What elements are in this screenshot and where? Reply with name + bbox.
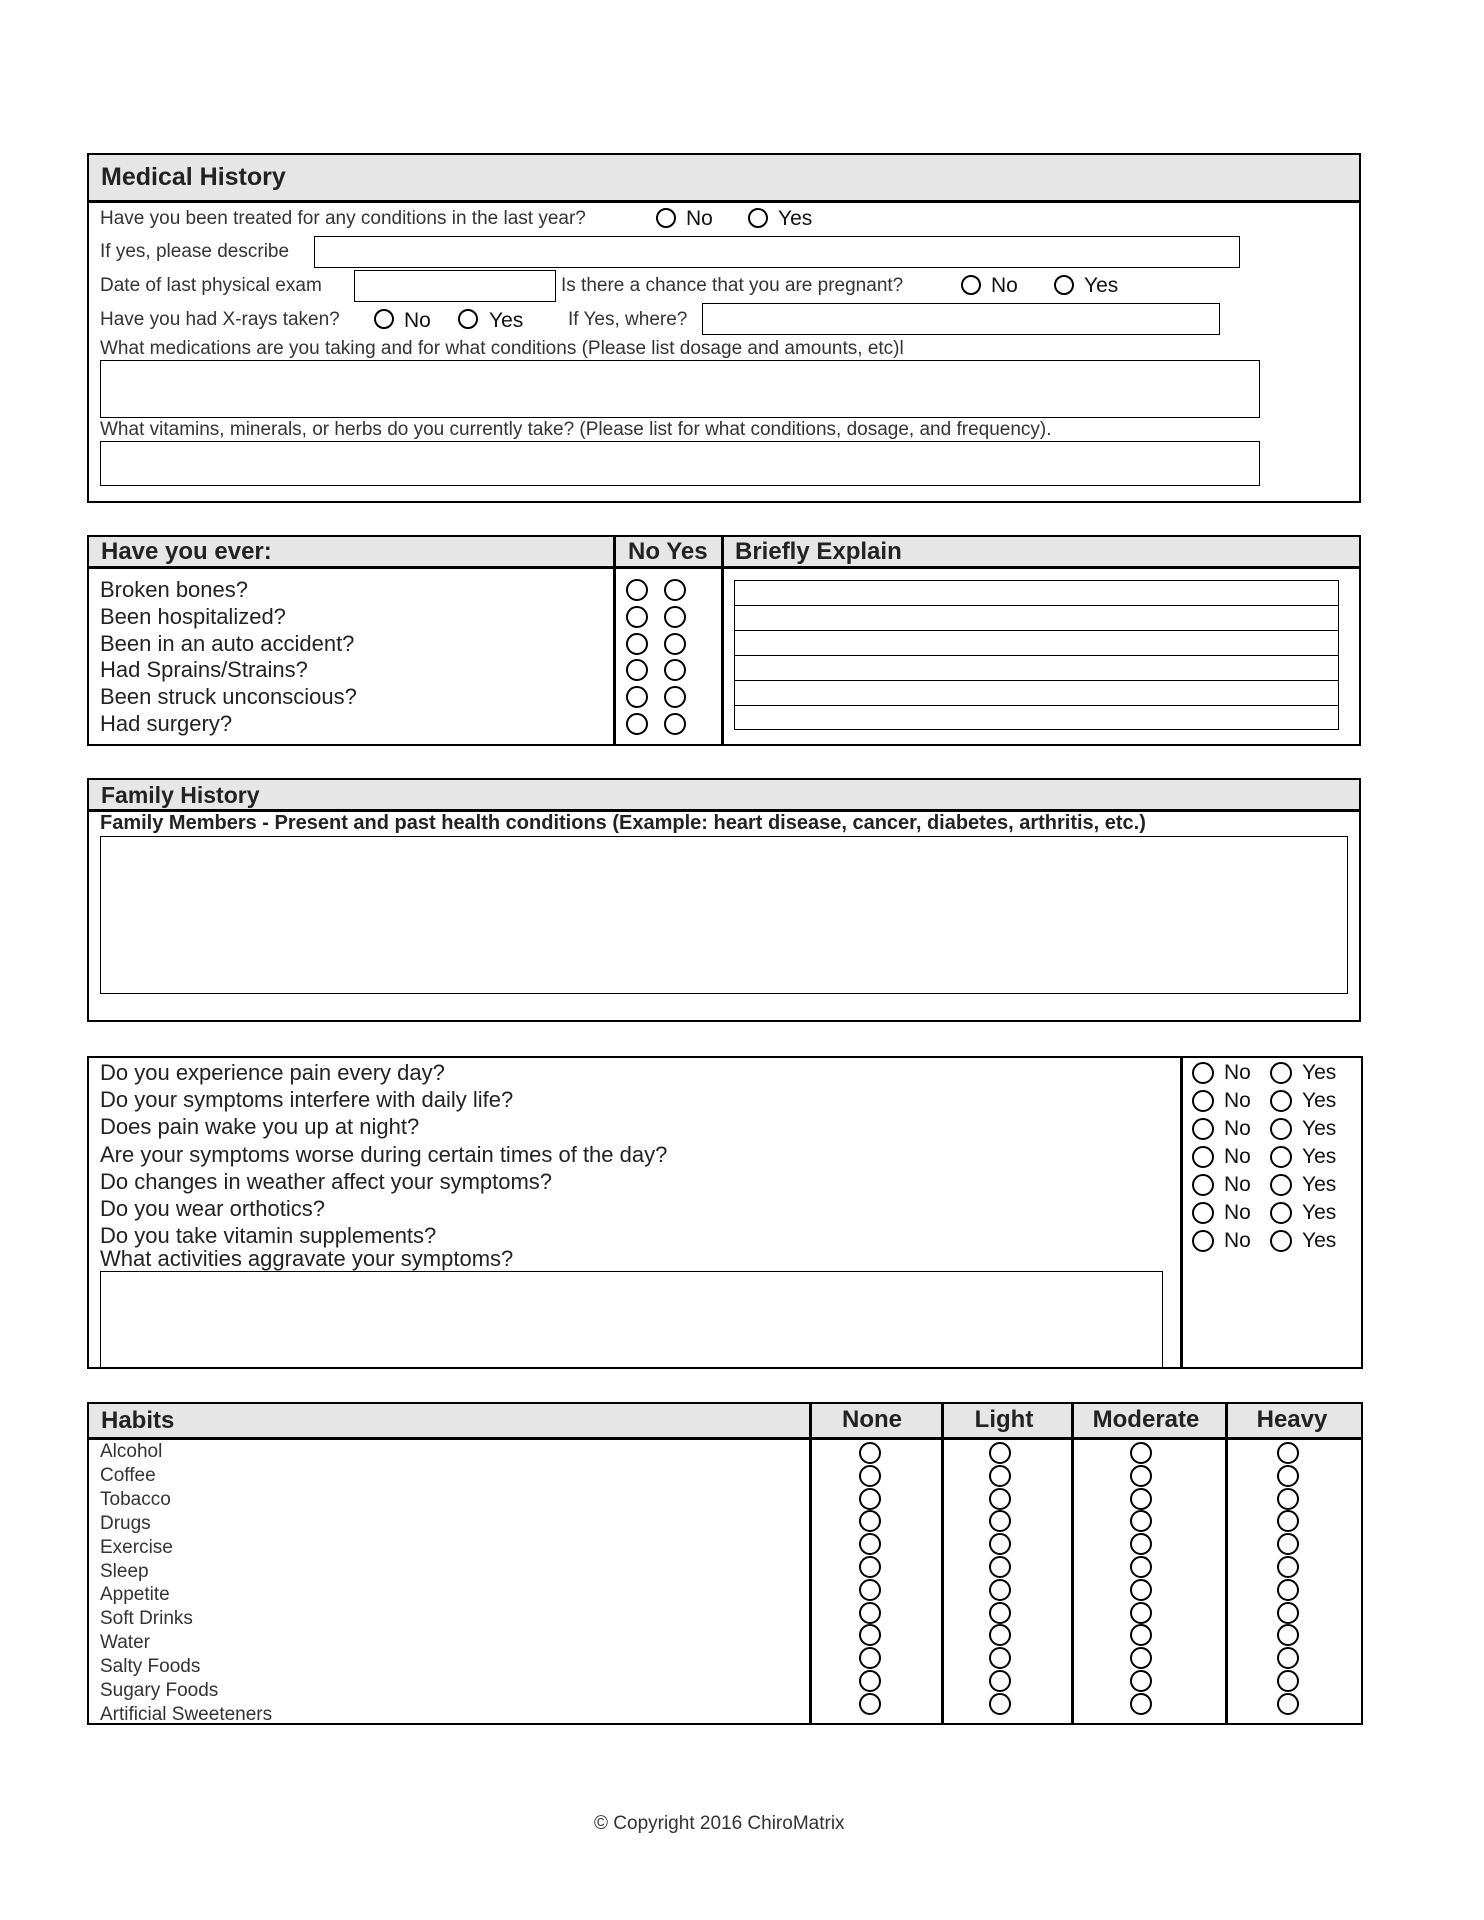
- habit-item: Sugary Foods: [100, 1680, 219, 1701]
- have-you-ever-item: Had surgery?: [100, 711, 233, 736]
- habit-item: Drugs: [100, 1512, 151, 1534]
- symptom-no-label: No: [1224, 1061, 1251, 1084]
- symptom-yes-radio[interactable]: [1270, 1202, 1292, 1224]
- habit-heavy-radio[interactable]: [1277, 1693, 1299, 1715]
- briefly-explain-header: Briefly Explain: [735, 538, 902, 565]
- symptom-question: Do you take vitamin supplements?: [100, 1223, 437, 1249]
- explain-input[interactable]: [734, 705, 1339, 730]
- vitamins-textarea[interactable]: [100, 441, 1260, 486]
- treated-yes-radio[interactable]: [748, 208, 768, 228]
- habit-moderate-radio[interactable]: [1130, 1602, 1152, 1624]
- habit-item: Water: [100, 1632, 150, 1654]
- habit-light-radio[interactable]: [989, 1670, 1011, 1692]
- habit-moderate-radio[interactable]: [1130, 1442, 1152, 1464]
- have-you-ever-item: Been hospitalized?: [100, 603, 286, 629]
- last-physical-input[interactable]: [354, 270, 556, 302]
- column-divider: [613, 537, 616, 744]
- family-history-textarea[interactable]: [100, 836, 1348, 994]
- no-yes-header: No Yes: [628, 538, 708, 565]
- vitamins-question-label: What vitamins, minerals, or herbs do you currently take? (Please list for what conditions, dosage, and frequency).: [100, 419, 1052, 440]
- habit-none-radio[interactable]: [859, 1579, 881, 1601]
- symptom-yes-radio[interactable]: [1270, 1230, 1292, 1252]
- symptom-yes-label: Yes: [1302, 1061, 1337, 1084]
- symptom-yes-label: Yes: [1302, 1089, 1337, 1112]
- symptom-yes-radio[interactable]: [1270, 1118, 1292, 1140]
- habit-light-radio[interactable]: [989, 1442, 1011, 1464]
- family-history-title: Family History: [101, 782, 260, 808]
- treated-no-radio[interactable]: [656, 208, 676, 228]
- habit-item: Tobacco: [100, 1488, 171, 1510]
- habit-heavy-radio[interactable]: [1277, 1488, 1299, 1510]
- habit-moderate-radio[interactable]: [1130, 1465, 1152, 1487]
- column-divider: [721, 537, 724, 744]
- treated-question-label: Have you been treated for any conditions in the last year?: [100, 208, 586, 229]
- explain-input[interactable]: [734, 630, 1339, 656]
- habit-light-radio[interactable]: [989, 1488, 1011, 1510]
- symptom-yes-label: Yes: [1302, 1145, 1337, 1168]
- have-you-ever-no-radio[interactable]: [626, 606, 648, 628]
- habit-heavy-radio[interactable]: [1277, 1442, 1299, 1464]
- have-you-ever-item: Been struck unconscious?: [100, 684, 357, 710]
- habit-item: Soft Drinks: [100, 1608, 193, 1630]
- have-you-ever-title: Have you ever:: [101, 538, 272, 565]
- symptom-no-radio[interactable]: [1192, 1202, 1214, 1224]
- symptom-yes-label: Yes: [1302, 1173, 1337, 1196]
- pregnant-no-radio[interactable]: [961, 275, 981, 295]
- symptom-no-radio[interactable]: [1192, 1090, 1214, 1112]
- habits-column-header: None: [842, 1406, 902, 1433]
- symptom-no-label: No: [1224, 1117, 1251, 1140]
- habits-column-header: Light: [974, 1406, 1034, 1433]
- symptom-yes-radio[interactable]: [1270, 1090, 1292, 1112]
- habits-title: Habits: [101, 1407, 175, 1434]
- xrays-yes-radio[interactable]: [458, 309, 478, 329]
- copyright-text: © Copyright 2016 ChiroMatrix: [594, 1813, 845, 1834]
- habit-item: Artificial Sweeteners: [100, 1703, 273, 1725]
- habit-light-radio[interactable]: [989, 1602, 1011, 1624]
- symptom-no-radio[interactable]: [1192, 1062, 1214, 1084]
- treated-yes-label: Yes: [778, 207, 813, 230]
- habit-moderate-radio[interactable]: [1130, 1670, 1152, 1692]
- activities-textarea[interactable]: [100, 1271, 1163, 1367]
- have-you-ever-yes-radio[interactable]: [664, 579, 686, 601]
- xrays-where-label: If Yes, where?: [568, 309, 688, 330]
- symptom-yes-radio[interactable]: [1270, 1146, 1292, 1168]
- habit-light-radio[interactable]: [989, 1693, 1011, 1715]
- habits-column-header: Heavy: [1256, 1406, 1328, 1433]
- habit-heavy-radio[interactable]: [1277, 1465, 1299, 1487]
- habit-light-radio[interactable]: [989, 1556, 1011, 1578]
- have-you-ever-yes-radio[interactable]: [664, 633, 686, 655]
- symptom-no-label: No: [1224, 1201, 1251, 1224]
- column-divider: [1180, 1058, 1183, 1367]
- symptom-no-label: No: [1224, 1173, 1251, 1196]
- symptom-yes-radio[interactable]: [1270, 1062, 1292, 1084]
- habit-moderate-radio[interactable]: [1130, 1556, 1152, 1578]
- have-you-ever-no-radio[interactable]: [626, 713, 648, 735]
- habit-light-radio[interactable]: [989, 1579, 1011, 1601]
- habit-none-radio[interactable]: [859, 1693, 881, 1715]
- column-divider: [1071, 1404, 1074, 1723]
- explain-input[interactable]: [734, 655, 1339, 681]
- habit-item: Appetite: [100, 1584, 170, 1606]
- xrays-no-label: No: [404, 309, 431, 332]
- last-physical-label: Date of last physical exam: [100, 275, 322, 296]
- pregnant-yes-label: Yes: [1084, 274, 1119, 297]
- habit-heavy-radio[interactable]: [1277, 1556, 1299, 1578]
- symptom-no-radio[interactable]: [1192, 1230, 1214, 1252]
- have-you-ever-item: Been in an auto accident?: [100, 630, 355, 656]
- habit-item: Sleep: [100, 1560, 149, 1582]
- symptom-no-label: No: [1224, 1229, 1251, 1252]
- habit-none-radio[interactable]: [859, 1442, 881, 1464]
- pregnant-yes-radio[interactable]: [1054, 275, 1074, 295]
- symptom-question: Do changes in weather affect your symptoms?: [100, 1168, 553, 1194]
- explain-input[interactable]: [734, 580, 1339, 606]
- medications-textarea[interactable]: [100, 360, 1260, 418]
- symptom-yes-radio[interactable]: [1270, 1174, 1292, 1196]
- explain-input[interactable]: [734, 680, 1339, 706]
- symptom-no-label: No: [1224, 1145, 1251, 1168]
- habit-none-radio[interactable]: [859, 1465, 881, 1487]
- have-you-ever-yes-radio[interactable]: [664, 606, 686, 628]
- medical-history-header: [89, 155, 1359, 203]
- habits-section: [87, 1402, 1363, 1725]
- have-you-ever-item: Had Sprains/Strains?: [100, 657, 308, 683]
- column-divider: [941, 1404, 944, 1723]
- symptom-question: Do your symptoms interfere with daily life?: [100, 1087, 514, 1113]
- symptom-question: Are your symptoms worse during certain times of the day?: [100, 1141, 668, 1167]
- xrays-question-label: Have you had X-rays taken?: [100, 309, 340, 330]
- symptom-yes-label: Yes: [1302, 1229, 1337, 1252]
- habit-none-radio[interactable]: [859, 1670, 881, 1692]
- family-history-subtitle: Family Members - Present and past health conditions (Example: heart disease, cancer, diabetes, arthritis, etc.): [100, 812, 1146, 834]
- pregnant-question-label: Is there a chance that you are pregnant?: [561, 275, 904, 296]
- habit-moderate-radio[interactable]: [1130, 1579, 1152, 1601]
- habit-item: Coffee: [100, 1464, 156, 1486]
- column-divider: [809, 1404, 812, 1723]
- habit-item: Alcohol: [100, 1441, 163, 1462]
- pregnant-no-label: No: [991, 274, 1018, 297]
- habit-heavy-radio[interactable]: [1277, 1670, 1299, 1692]
- habit-none-radio[interactable]: [859, 1602, 881, 1624]
- symptom-no-radio[interactable]: [1192, 1118, 1214, 1140]
- habit-heavy-radio[interactable]: [1277, 1579, 1299, 1601]
- family-history-header: [89, 780, 1359, 812]
- describe-input[interactable]: [314, 236, 1240, 268]
- explain-input[interactable]: [734, 605, 1339, 631]
- xrays-where-input[interactable]: [702, 303, 1220, 335]
- xrays-no-radio[interactable]: [374, 309, 394, 329]
- symptom-question: Do you experience pain every day?: [100, 1060, 445, 1085]
- symptom-yes-label: Yes: [1302, 1201, 1337, 1224]
- habit-moderate-radio[interactable]: [1130, 1488, 1152, 1510]
- activities-question-label: What activities aggravate your symptoms?: [100, 1246, 514, 1271]
- have-you-ever-yes-radio[interactable]: [664, 713, 686, 735]
- have-you-ever-no-radio[interactable]: [626, 579, 648, 601]
- habits-column-header: Moderate: [1092, 1406, 1200, 1433]
- symptom-question: Does pain wake you up at night?: [100, 1114, 420, 1140]
- habit-heavy-radio[interactable]: [1277, 1602, 1299, 1624]
- habit-item: Exercise: [100, 1536, 173, 1558]
- symptom-no-radio[interactable]: [1192, 1174, 1214, 1196]
- column-divider: [1225, 1404, 1228, 1723]
- symptom-no-radio[interactable]: [1192, 1146, 1214, 1168]
- have-you-ever-item: Broken bones?: [100, 577, 248, 602]
- if-yes-describe-label: If yes, please describe: [100, 241, 290, 262]
- medical-history-title: Medical History: [101, 163, 286, 191]
- have-you-ever-no-radio[interactable]: [626, 633, 648, 655]
- habit-moderate-radio[interactable]: [1130, 1693, 1152, 1715]
- xrays-yes-label: Yes: [489, 309, 524, 332]
- habit-none-radio[interactable]: [859, 1556, 881, 1578]
- medications-question-label: What medications are you taking and for what conditions (Please list dosage and amounts, etc)l: [100, 338, 904, 359]
- have-you-ever-header: [89, 537, 1359, 569]
- habit-none-radio[interactable]: [859, 1488, 881, 1510]
- symptom-yes-label: Yes: [1302, 1117, 1337, 1140]
- habit-item: Salty Foods: [100, 1656, 201, 1678]
- symptom-question: Do you wear orthotics?: [100, 1196, 325, 1221]
- habit-light-radio[interactable]: [989, 1465, 1011, 1487]
- treated-no-label: No: [686, 207, 713, 230]
- symptom-no-label: No: [1224, 1089, 1251, 1112]
